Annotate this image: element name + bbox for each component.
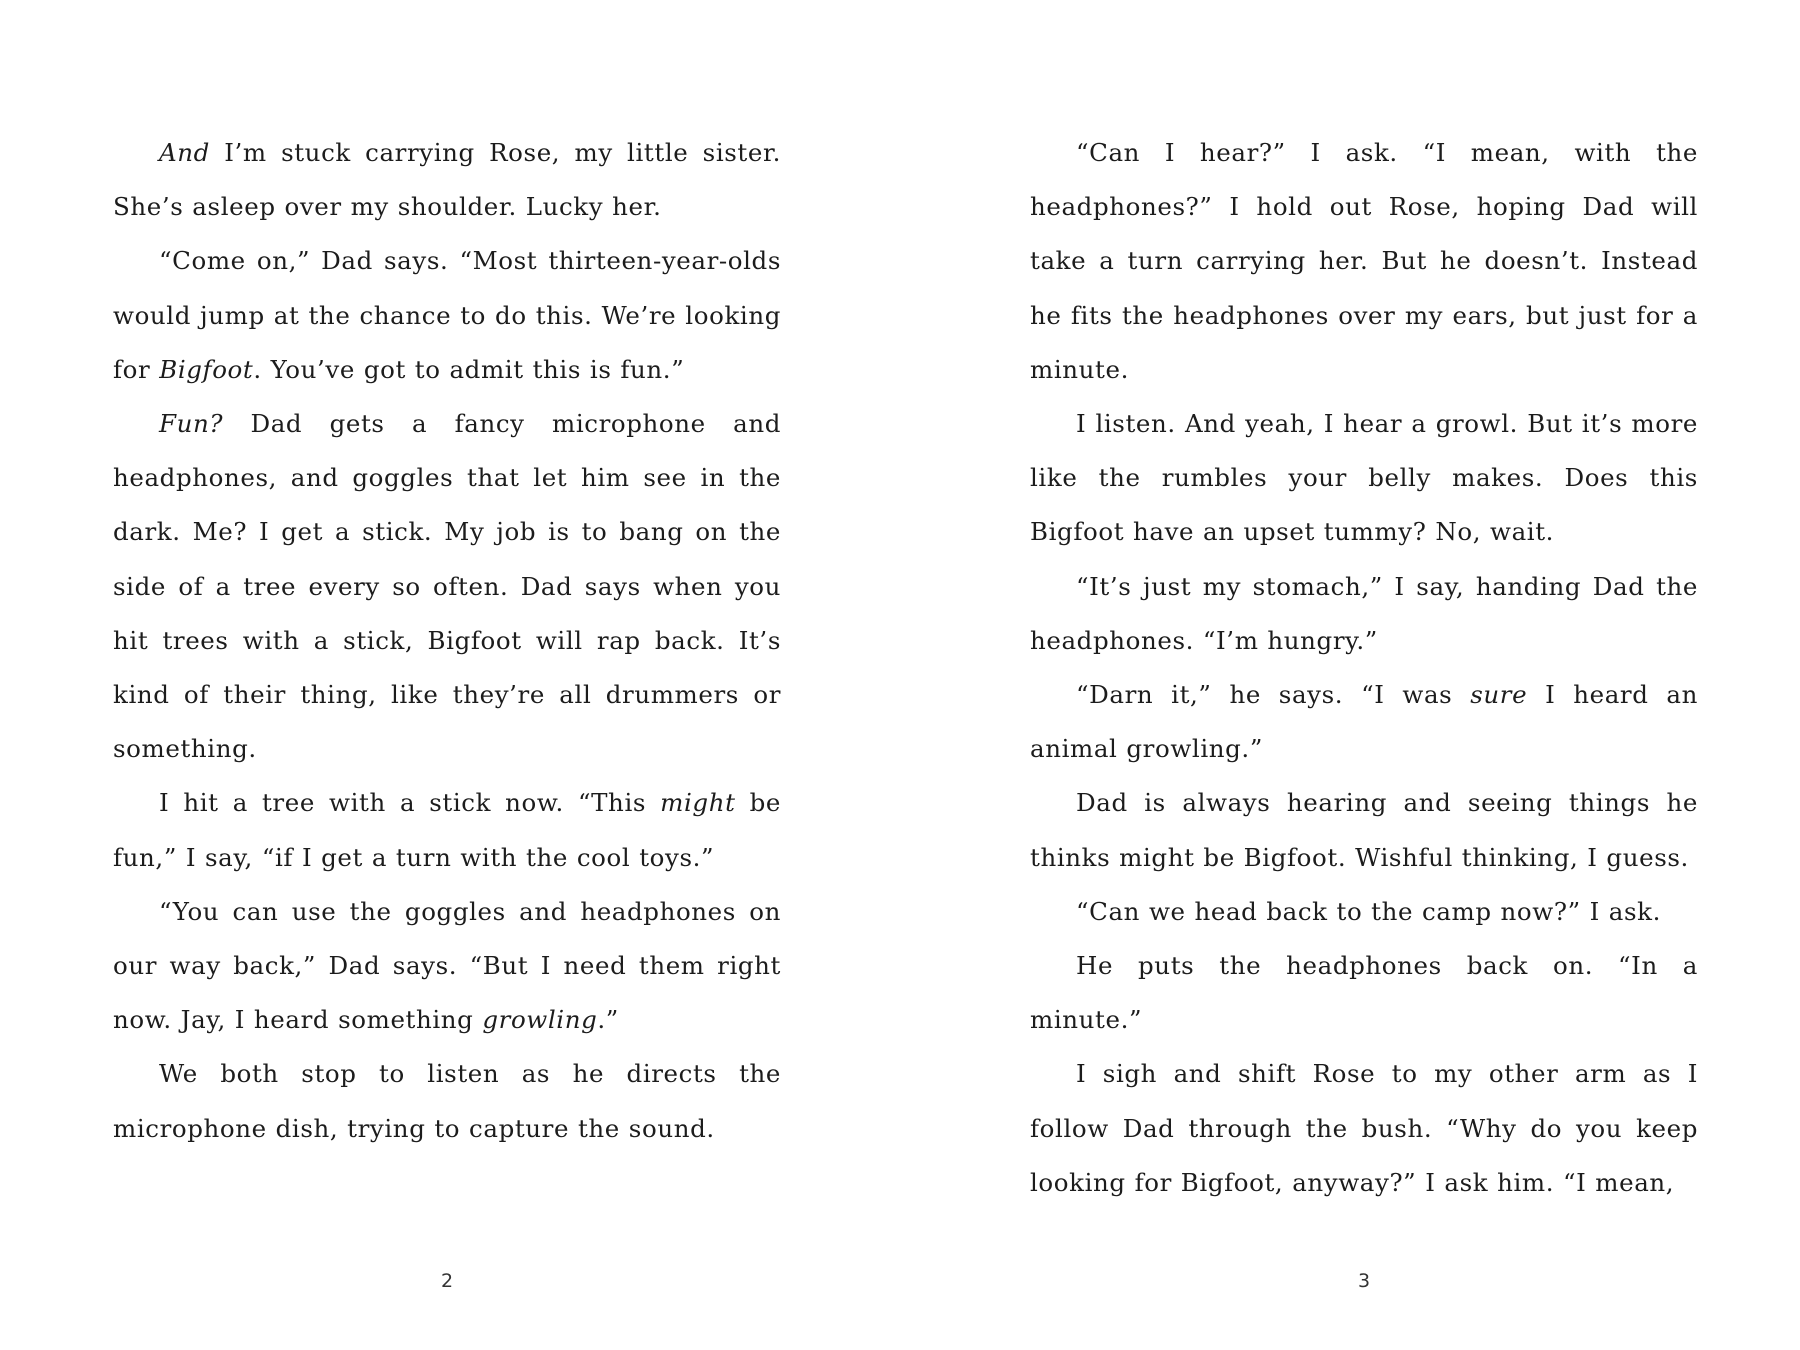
paragraph bbox=[1030, 126, 1698, 397]
paragraph bbox=[113, 397, 781, 776]
paragraph bbox=[1030, 939, 1698, 1047]
text-run: Dad is always hearing and seeing things he thinks might be Bigfoot. Wishful thinking, I guess. bbox=[1030, 788, 1698, 872]
paragraph bbox=[113, 885, 781, 1048]
text-run: . You’ve got to admit this is fun.” bbox=[253, 354, 685, 384]
left-page-number: 2 bbox=[440, 1270, 454, 1292]
text-run: I hit a tree with a stick now. “This bbox=[159, 788, 661, 818]
italic-text: might bbox=[660, 788, 736, 818]
left-page-body bbox=[113, 126, 781, 1156]
paragraph bbox=[113, 234, 781, 397]
text-run: I heard an animal growling.” bbox=[1030, 680, 1698, 764]
text-run: I sigh and shift Rose to my other arm as I follow Dad through the bush. “Why do you keep looking for Bigfoot, anyway?” I ask him. “I mean, bbox=[1030, 1059, 1698, 1197]
text-run: Dad gets a fancy microphone and headphones, and goggles that let him see in the dark. Me? I get a stick. My job is to bang on the side of a tree every so often. Dad says when you hit trees with a stick, Bigfoot will rap back. It’s kind of their thing, like they’re all drummers or something. bbox=[113, 409, 781, 764]
text-run: .” bbox=[597, 1005, 619, 1035]
italic-text: growling bbox=[482, 1005, 598, 1035]
paragraph bbox=[113, 776, 781, 884]
paragraph bbox=[1030, 397, 1698, 560]
paragraph bbox=[1030, 885, 1698, 939]
text-run: “Can we head back to the camp now?” I ask. bbox=[1076, 896, 1661, 926]
text-run: “Come on,” Dad says. “Most thirteen-year-olds would jump at the chance to do this. We’re looking for bbox=[113, 246, 781, 384]
text-run: We both stop to listen as he directs the microphone dish, trying to capture the sound. bbox=[113, 1059, 781, 1143]
paragraph bbox=[1030, 560, 1698, 668]
text-run: “Darn it,” he says. “I was bbox=[1076, 680, 1471, 710]
right-page-body bbox=[1030, 126, 1698, 1210]
text-run: I listen. And yeah, I hear a growl. But it’s more like the rumbles your belly makes. Does this Bigfoot have an upset tummy? No, wait. bbox=[1030, 409, 1698, 547]
paragraph bbox=[1030, 776, 1698, 884]
text-run: He puts the headphones back on. “In a minute.” bbox=[1030, 951, 1698, 1035]
text-run: “Can I hear?” I ask. “I mean, with the headphones?” I hold out Rose, hoping Dad will take a turn carrying her. But he doesn’t. Instead he fits the headphones over my ears, but just for a minute. bbox=[1030, 138, 1698, 384]
paragraph bbox=[1030, 668, 1698, 776]
paragraph bbox=[1030, 1047, 1698, 1210]
text-run: I’m stuck carrying Rose, my little sister. She’s asleep over my shoulder. Lucky her. bbox=[113, 138, 781, 222]
paragraph bbox=[113, 126, 781, 234]
text-run: “You can use the goggles and headphones on our way back,” Dad says. “But I need them right now. Jay, I heard something bbox=[113, 896, 781, 1035]
right-page-number: 3 bbox=[1357, 1270, 1371, 1292]
italic-text: Bigfoot bbox=[159, 354, 254, 384]
text-run: be fun,” I say, “if I get a turn with the cool toys.” bbox=[113, 788, 781, 872]
italic-text: Fun? bbox=[159, 409, 224, 439]
italic-text: sure bbox=[1470, 680, 1528, 710]
text-run: “It’s just my stomach,” I say, handing Dad the headphones. “I’m hungry.” bbox=[1030, 571, 1698, 655]
italic-text: And bbox=[159, 138, 210, 167]
paragraph bbox=[113, 1047, 781, 1155]
